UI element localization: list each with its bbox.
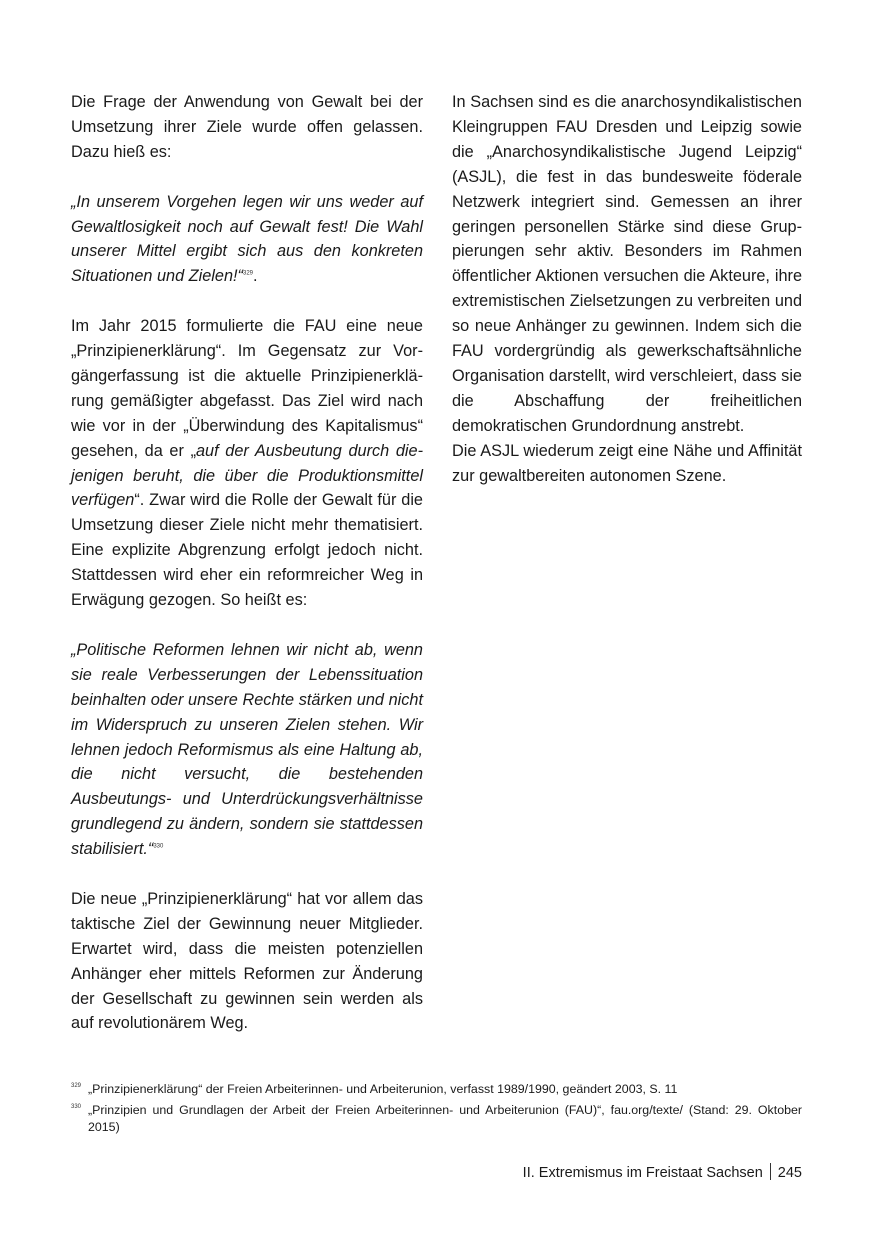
paragraph-tactical-goal: Die neue „Prinzipienerklärung“ hat vor allem das taktische Ziel der Gewinnung neuer Mitglieder. Erwartet wird, dass die meisten potenziellen Anhänger eher mittels Reformen zur Änderung der Gesellschaft zu gewinnen sein werden als auf revolutionärem Weg.: [71, 889, 423, 1033]
footnote-ref-330[interactable]: 330: [153, 843, 164, 850]
chapter-title: II. Extremismus im Freistaat Sachsen: [522, 1165, 763, 1181]
footnote-329: [71, 1081, 802, 1099]
footnote-ref-329[interactable]: 329: [242, 270, 253, 277]
page-number: 245: [777, 1165, 802, 1181]
p2-part-a: Im Jahr 2015 formulierte die FAU eine neue „Prinzipienerklärung“. Im Gegensatz zur Vorgängerfassung ist die aktuelle Prinzipienerklärung gemäßigter abgefasst. Das Ziel wird nach wie vor in der „Überwindung des Kapitalismus“ gesehen, da er „: [71, 317, 423, 460]
footnotes: [71, 1081, 802, 1140]
p2-italic: auf der Ausbeutung durch diejenigen beruht, die über die Produktionsmittel verfügen: [71, 441, 423, 510]
quote-means-text: „In unserem Vorgehen legen wir uns weder auf Gewaltlosigkeit noch auf Gewalt fest! Die Wahl unserer Mittel ergibt sich aus den konkreten Situationen und Zielen!“: [71, 192, 423, 286]
paragraph-asjl: Die ASJL wiederum zeigt eine Nähe und Affinität zur gewaltbereiten autonomen Szene.: [452, 441, 802, 485]
page-footer: [523, 1163, 802, 1183]
footnote-text: „Prinzipienerklärung“ der Freien Arbeiterinnen- und Arbeiterunion, verfasst 1989/1990, geändert 2003, S. 11: [88, 1082, 678, 1096]
footnote-text: „Prinzipien und Grundlagen der Arbeit der Freien Arbeiterinnen- und Arbeiterunion (FAU)“, fau.org/texte/ (Stand: 29. Oktober 2015): [88, 1102, 802, 1134]
footer-divider: [770, 1163, 771, 1180]
quote-means-end: .: [253, 267, 258, 286]
footnote-number: 330: [71, 1103, 82, 1110]
quote-means: [71, 190, 423, 290]
paragraph-saxony-groups: In Sachsen sind es die anarchosyndikalistischen Kleingruppen FAU Dresden und Leipzig sowie die „Anarchosyndikalistische Jugend Leipzig“ (ASJL), die fest in das bundesweite föderale Netzwerk integriert sind. Gemessen an ihrer geringen personellen Stärke sind diese Gruppierungen sehr aktiv. Besonders im Rahmen öffentlicher Aktionen versuchen die Akteure, ihre extremistischen Zielsetzungen zu verbreiten und so neue Anhänger zu gewinnen. Indem sich die FAU vordergründig als gewerkschaftsähnliche Organisation darstellt, wird verschleiert, dass sie die Abschaffung der freiheitlichen demokratischen Grundordnung anstrebt.: [452, 93, 802, 435]
right-column: [452, 90, 802, 489]
quote-reforms: [71, 638, 423, 862]
paragraph-principles-2015: [71, 314, 423, 613]
footnote-330: [71, 1102, 802, 1137]
p2-part-b: “. Zwar wird die Rolle der Gewalt für die Umsetzung dieser Ziele nicht mehr thematisiert. Eine explizite Abgrenzung erfolgt jedoch nicht. Stattdessen wird eher ein reformreicher Weg in Erwägung gezogen. So heißt es:: [71, 491, 423, 610]
footnote-number: 329: [71, 1083, 82, 1089]
quote-reforms-text: „Politische Reformen lehnen wir nicht ab, wenn sie reale Verbesserungen der Lebenssituation beinhalten oder unsere Rechte stärken und nicht im Widerspruch zu unseren Zielen stehen. Wir lehnen jedoch Reformismus als eine Haltung ab, die nicht versucht, die bestehenden Ausbeutungs- und Unterdrückungsverhältnisse grundlegend zu ändern, sondern sie stattdessen stabilisiert.“: [71, 640, 423, 859]
paragraph-violence-question: Die Frage der Anwendung von Gewalt bei der Umsetzung ihrer Ziele wurde offen gelassen. Dazu hieß es:: [71, 93, 423, 161]
left-column: [71, 90, 423, 1036]
